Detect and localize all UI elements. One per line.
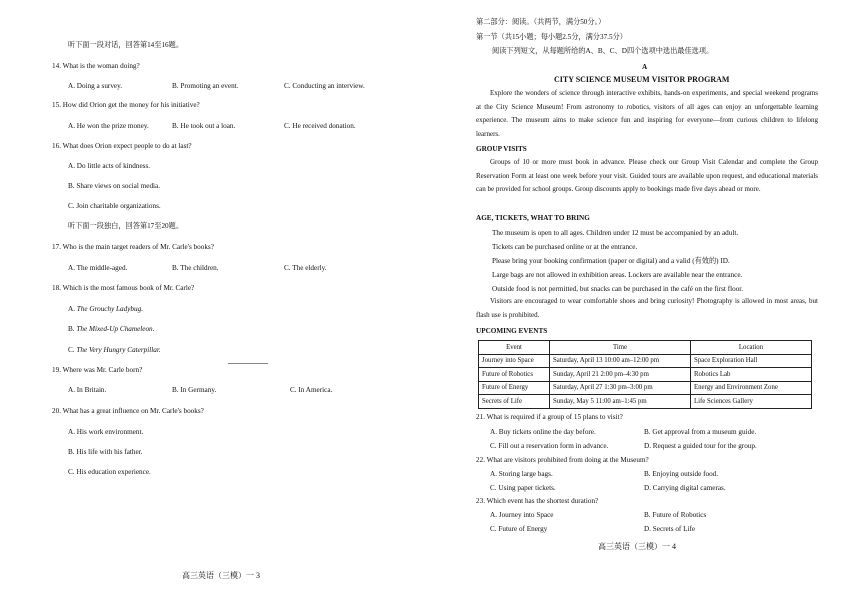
question-22: 22. What are visitors prohibited from doing at the Museum? xyxy=(476,456,649,464)
event-location: Space Exploration Hall xyxy=(691,354,812,368)
header-location: Location xyxy=(691,341,812,355)
events-table xyxy=(478,340,812,409)
q20-option-a: A. His work environment. xyxy=(68,428,144,436)
event-location: Energy and Environment Zone xyxy=(691,381,812,395)
rule-bags: Large bags are not allowed in exhibition areas. Lockers are available near the entrance. xyxy=(492,271,743,279)
q17-option-b: B. The children. xyxy=(172,264,219,272)
event-location: Robotics Lab xyxy=(691,368,812,382)
passage-letter: A xyxy=(642,63,648,71)
right-page xyxy=(430,0,860,608)
q15-option-c: C. He received donation. xyxy=(284,122,356,130)
table-row xyxy=(479,381,812,395)
group-visits-heading: GROUP VISITS xyxy=(476,145,527,153)
table-row xyxy=(479,368,812,382)
question-18: 18. Which is the most famous book of Mr. Carle? xyxy=(52,284,195,292)
q17-option-c: C. The elderly. xyxy=(284,264,327,272)
question-14: 14. What is the woman doing? xyxy=(52,62,140,70)
event-time: Saturday, April 13 10:00 am–12:00 pm xyxy=(550,354,691,368)
q20-option-c: C. His education experience. xyxy=(68,468,151,476)
event-time: Saturday, April 27 1:30 pm–3:00 pm xyxy=(550,381,691,395)
rule-tickets: Tickets can be purchased online or at the entrance. xyxy=(492,243,638,251)
q19-option-b: B. In Germany. xyxy=(172,386,217,394)
event-name: Future of Robotics xyxy=(479,368,550,382)
page-footer-right: 高三英语（三模）一 4 xyxy=(598,542,676,551)
reading-instruction: 阅读下列短文，从每题所给的A、B、C、D四个选项中选出最佳选项。 xyxy=(492,47,714,55)
q22-option-b: B. Enjoying outside food. xyxy=(644,470,719,478)
question-16: 16. What does Orion expect people to do at last? xyxy=(52,142,192,150)
question-23: 23. Which event has the shortest duration? xyxy=(476,497,599,505)
intro-paragraph: Explore the wonders of science through interactive exhibits, hands-on experiments, and special weekend programs at the City Science Museum! From astronomy to robotics, visitors of all ages can enjoy an unforgettable learning experience. The museum aims to make science fun and inspiring for everyone—from curious children to lifelong learners. xyxy=(476,89,818,138)
q16-option-c: C. Join charitable organizations. xyxy=(68,202,161,210)
question-21: 21. What is required if a group of 15 plans to visit? xyxy=(476,413,623,421)
event-name: Secrets of Life xyxy=(479,395,550,409)
question-17: 17. Who is the main target readers of Mr. Carle's books? xyxy=(52,243,214,251)
q18-option-a: A. The Grouchy Ladybug. xyxy=(68,305,144,313)
instruction-17-20: 听下面一段独白，回答第17至20题。 xyxy=(68,222,184,230)
q19-option-c: C. In America. xyxy=(290,386,333,394)
q23-option-d: D. Secrets of Life xyxy=(644,525,696,533)
q14-option-b: B. Promoting an event. xyxy=(172,82,239,90)
section-heading: 第一节（共15小题；每小题2.5分，满分37.5分） xyxy=(476,33,627,41)
q21-option-b: B. Get approval from a museum guide. xyxy=(644,428,757,436)
q23-option-a: A. Journey into Space xyxy=(490,511,554,519)
q18-option-b: B. The Mixed-Up Chameleon. xyxy=(68,325,155,333)
q19-option-a: A. In Britain. xyxy=(68,386,107,394)
event-name: Journey into Space xyxy=(479,354,550,368)
header-event: Event xyxy=(479,341,550,355)
rule-age: The museum is open to all ages. Children under 12 must be accompanied by an adult. xyxy=(492,229,739,237)
q18-option-c: C. The Very Hungry Caterpillar. xyxy=(68,346,161,354)
q22-option-c: C. Using paper tickets. xyxy=(490,484,556,492)
q14-option-a: A. Doing a survey. xyxy=(68,82,123,90)
q16-option-b: B. Share views on social media. xyxy=(68,182,161,190)
q21-option-c: C. Fill out a reservation form in advance. xyxy=(490,442,609,450)
event-name: Future of Energy xyxy=(479,381,550,395)
q22-option-a: A. Storing large bags. xyxy=(490,470,553,478)
table-header-row xyxy=(479,341,812,355)
q21-option-a: A. Buy tickets online the day before. xyxy=(490,428,596,436)
table-row xyxy=(479,354,812,368)
rule-photography: Visitors are encouraged to wear comfortable shoes and bring curiosity! Photography is allowed in most areas, but flash use is prohibited. xyxy=(476,297,818,319)
q20-option-b: B. His life with his father. xyxy=(68,448,143,456)
q15-option-b: B. He took out a loan. xyxy=(172,122,236,130)
question-20: 20. What has a great influence on Mr. Carle's books? xyxy=(52,407,204,415)
header-time: Time xyxy=(550,341,691,355)
q23-option-b: B. Future of Robotics xyxy=(644,511,707,519)
rule-confirmation: Please bring your booking confirmation (paper or digital) and a valid (有效的) ID. xyxy=(492,257,730,265)
question-19: 19. Where was Mr. Carle born? xyxy=(52,366,143,374)
event-location: Life Sciences Gallery xyxy=(691,395,812,409)
age-tickets-heading: AGE, TICKETS, WHAT TO BRING xyxy=(476,214,590,222)
question-15: 15. How did Orion get the money for his initiative? xyxy=(52,101,200,109)
q15-option-a: A. He won the prize money. xyxy=(68,122,149,130)
q21-option-d: D. Request a guided tour for the group. xyxy=(644,442,757,450)
instruction-14-16: 听下面一段对话，回答第14至16题。 xyxy=(68,41,184,49)
group-visits-paragraph: Groups of 10 or more must book in advance. Please check our Group Visit Calendar and complete the Group Reservation Form at least one week before your visit. Guided tours are available upon request, and educational materials can be provided for school groups. Group discounts apply to bookings made five days ahead or more. xyxy=(476,158,818,193)
passage-title: CITY SCIENCE MUSEUM VISITOR PROGRAM xyxy=(554,75,730,84)
q23-option-c: C. Future of Energy xyxy=(490,525,548,533)
scan-mark xyxy=(228,363,268,364)
q22-option-d: D. Carrying digital cameras. xyxy=(644,484,726,492)
event-time: Sunday, April 21 2:00 pm–4:30 pm xyxy=(550,368,691,382)
table-row xyxy=(479,395,812,409)
q16-option-a: A. Do little acts of kindness. xyxy=(68,162,151,170)
q17-option-a: A. The middle-aged. xyxy=(68,264,128,272)
rule-food: Outside food is not permitted, but snacks can be purchased in the café on the first floor. xyxy=(492,285,744,293)
part-heading: 第二部分：阅读。（共两节，满分50分。） xyxy=(476,18,606,26)
page-footer-left: 高三英语（三模）一 3 xyxy=(182,571,260,580)
q14-option-c: C. Conducting an interview. xyxy=(284,82,365,90)
upcoming-events-heading: UPCOMING EVENTS xyxy=(476,327,548,335)
event-time: Sunday, May 5 11:00 am–1:45 pm xyxy=(550,395,691,409)
